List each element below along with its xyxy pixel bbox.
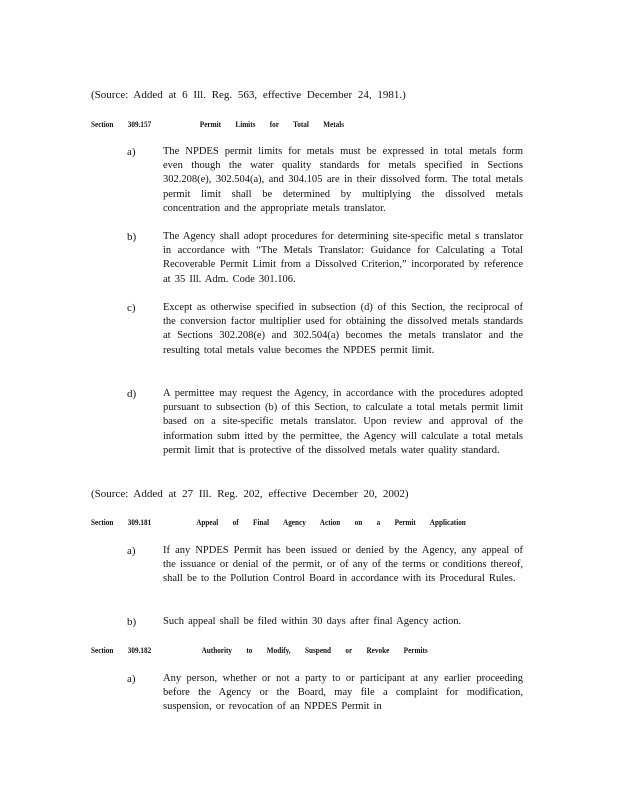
section-heading-309-182 xyxy=(91,645,428,657)
item-text: The Agency shall adopt procedures for determining site-specific metal s translator in accordance with “The Metals Translator: Guidance for Calculating a Total Recoverable Permit Limit from a Dissolved Criterion,” incorporated by reference at 35 Ill. Adm. Code 301.106. xyxy=(163,231,523,285)
source-note-1: (Source: Added at 6 Ill. Reg. 563, effective December 24, 1981.) xyxy=(91,89,406,101)
item-text: Any person, whether or not a party to or participant at any earlier proceeding before the Agency or the Board, may file a complaint for modification, suspension, or revocation of an NPDES Permit in xyxy=(163,673,523,713)
item-text: If any NPDES Permit has been issued or denied by the Agency, any appeal of the issuance or denial of the permit, or of any of the terms or conditions thereof, shall be to the Pollution Control Board in accordance with its Procedural Rules. xyxy=(163,545,523,585)
section-title: Authority to Modify, Suspend or Revoke Permits xyxy=(201,646,428,655)
item-label: c) xyxy=(127,302,136,314)
item-text: Such appeal shall be filed within 30 days after final Agency action. xyxy=(163,616,462,627)
item-label: b) xyxy=(127,231,137,243)
section-prefix: Section xyxy=(91,646,114,655)
section-heading-309-181 xyxy=(91,517,466,529)
source-note-2: (Source: Added at 27 Ill. Reg. 202, effective December 20, 2002) xyxy=(91,488,409,500)
section-number: 309.157 xyxy=(127,120,152,129)
section-prefix: Section xyxy=(91,518,114,527)
item-label: b) xyxy=(127,616,137,628)
item-label: a) xyxy=(127,545,136,557)
section-prefix: Section xyxy=(91,120,114,129)
section-number: 309.182 xyxy=(127,646,152,655)
section-number: 309.181 xyxy=(127,518,152,527)
item-text: A permittee may request the Agency, in accordance with the procedures adopted pursuant to subsection (b) of this Section, to calculate a total metals permit limit based on a site-specific metals translator. Upon review and approval of the information subm itted by the permittee, the Agency will calculate a total metals permit limit that is protective of the dissolved metals water quality standard. xyxy=(163,388,523,456)
item-label: a) xyxy=(127,673,136,685)
item-text: Except as otherwise specified in subsection (d) of this Section, the reciprocal of the conversion factor multiplier used for obtaining the dissolved metals standards at Sections 302.208(e) and 302.504(a) becomes the metals translator and the resulting total metals value becomes the NPDES permit limit. xyxy=(163,302,523,356)
item-label: a) xyxy=(127,146,136,158)
section-title: Appeal of Final Agency Action on a Permit Application xyxy=(196,518,466,527)
item-text: The NPDES permit limits for metals must be expressed in total metals form even though the water quality standards for metals specified in Sections 302.208(e), 302.504(a), and 304.105 are in their dissolved form. The total metals permit limit shall be determined by multiplying the dissolved metals concentration and the appropriate metals translator. xyxy=(163,146,523,214)
section-heading-309-157 xyxy=(91,119,344,131)
item-label: d) xyxy=(127,388,137,400)
section-title: Permit Limits for Total Metals xyxy=(199,120,345,129)
